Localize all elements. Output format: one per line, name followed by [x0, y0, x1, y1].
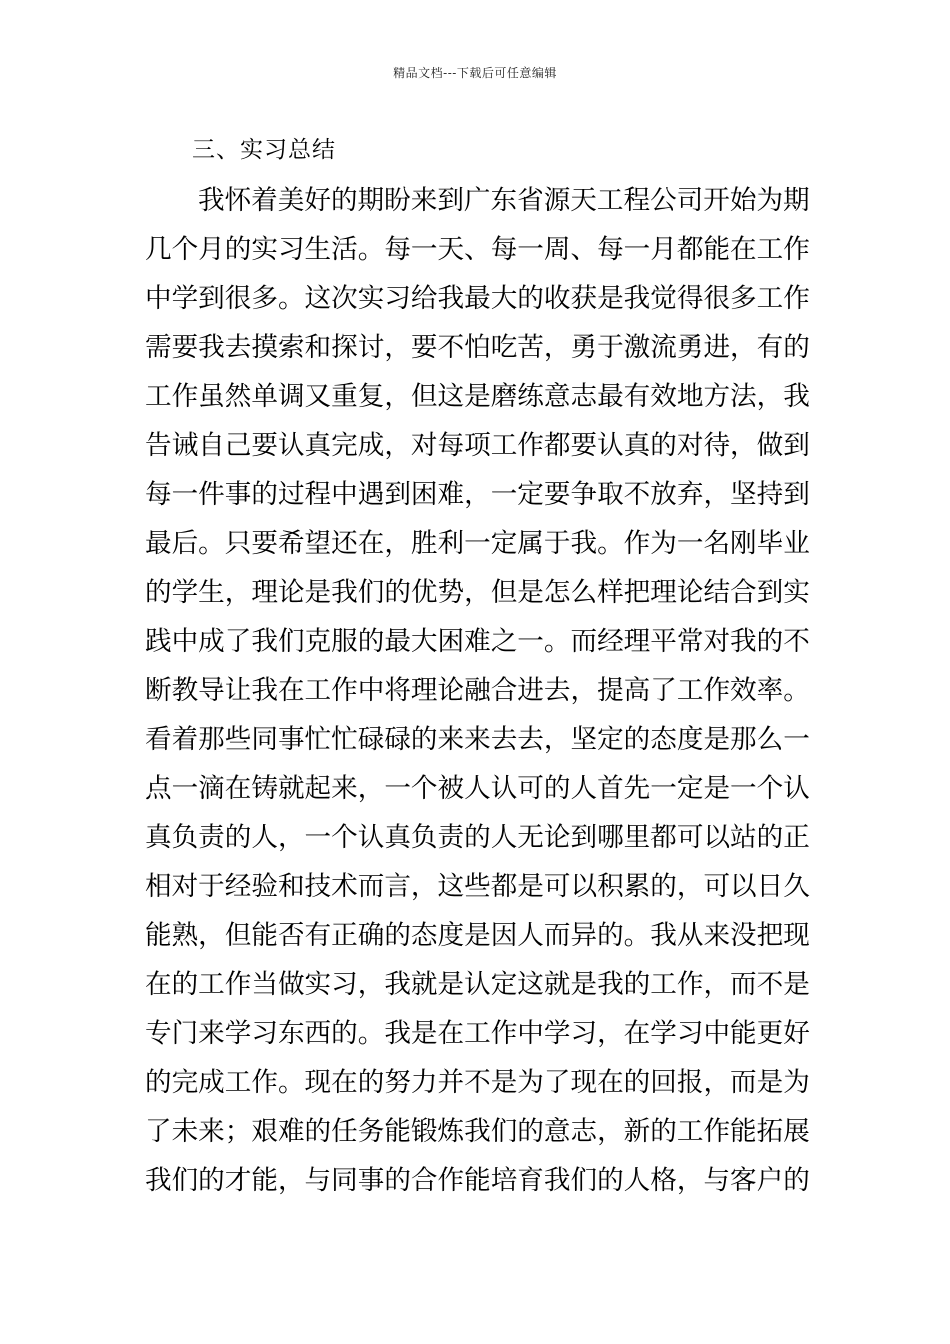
body-line: 我怀着美好的期盼来到广东省源天工程公司开始为期	[198, 185, 810, 216]
body-line: 告诫自己要认真完成，对每项工作都要认真的对待，做到	[145, 430, 810, 461]
body-line: 真负责的人，一个认真负责的人无论到哪里都可以站的正	[145, 822, 810, 853]
body-line: 需要我去摸索和探讨，要不怕吃苦，勇于激流勇进，有的	[145, 332, 810, 363]
body-line: 的完成工作。现在的努力并不是为了现在的回报，而是为	[145, 1067, 810, 1098]
body-line: 中学到很多。这次实习给我最大的收获是我觉得很多工作	[145, 283, 810, 314]
body-line: 的学生，理论是我们的优势，但是怎么样把理论结合到实	[145, 577, 810, 608]
body-line: 了未来；艰难的任务能锻炼我们的意志，新的工作能拓展	[145, 1116, 810, 1147]
body-line: 最后。只要希望还在，胜利一定属于我。作为一名刚毕业	[145, 528, 810, 559]
body-line: 几个月的实习生活。每一天、每一周、每一月都能在工作	[145, 234, 810, 265]
body-line: 看着那些同事忙忙碌碌的来来去去，坚定的态度是那么一	[145, 724, 810, 755]
body-line: 践中成了我们克服的最大困难之一。而经理平常对我的不	[145, 626, 810, 657]
body-line: 工作虽然单调又重复，但这是磨练意志最有效地方法，我	[145, 381, 810, 412]
body-line: 点一滴在铸就起来，一个被人认可的人首先一定是一个认	[145, 773, 810, 804]
section-heading: 三、实习总结	[192, 137, 336, 163]
body-line: 断教导让我在工作中将理论融合进去，提高了工作效率。	[145, 675, 810, 706]
body-line: 我们的才能，与同事的合作能培育我们的人格，与客户的	[145, 1165, 810, 1196]
page-header: 精品文档---下载后可任意编辑	[393, 66, 557, 80]
body-text	[145, 176, 825, 1205]
body-line: 每一件事的过程中遇到困难，一定要争取不放弃，坚持到	[145, 479, 810, 510]
body-line: 在的工作当做实习，我就是认定这就是我的工作，而不是	[145, 969, 810, 1000]
body-line: 能熟，但能否有正确的态度是因人而异的。我从来没把现	[145, 920, 810, 951]
body-line: 专门来学习东西的。我是在工作中学习，在学习中能更好	[145, 1018, 810, 1049]
body-line: 相对于经验和技术而言，这些都是可以积累的，可以日久	[145, 871, 810, 902]
